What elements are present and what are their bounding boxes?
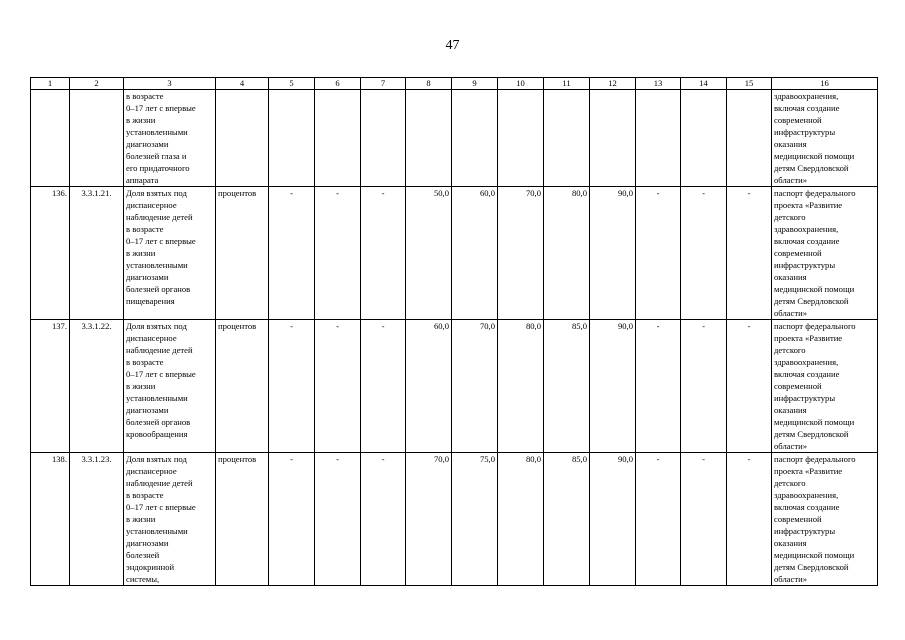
column-header: 10 [498, 78, 544, 90]
value-cell: 60,0 [406, 320, 452, 453]
value-cell [315, 90, 361, 187]
value-cell [361, 90, 406, 187]
column-header: 11 [544, 78, 590, 90]
table-row [31, 320, 878, 453]
row-number-cell: 137. [31, 320, 70, 453]
value-cell: - [315, 187, 361, 320]
value-cell: - [727, 187, 772, 320]
indicator-code-cell [70, 90, 124, 187]
column-header: 1 [31, 78, 70, 90]
value-cell: - [681, 320, 727, 453]
value-cell: 85,0 [544, 453, 590, 586]
column-header: 3 [124, 78, 216, 90]
value-cell [590, 90, 636, 187]
value-cell: 60,0 [452, 187, 498, 320]
column-header: 9 [452, 78, 498, 90]
column-header: 2 [70, 78, 124, 90]
value-cell: 70,0 [498, 187, 544, 320]
value-cell [636, 90, 681, 187]
table-row [31, 187, 878, 320]
value-cell [681, 90, 727, 187]
value-cell [727, 90, 772, 187]
indicator-name-cell: Доля взятых под диспансерное наблюдение детей в возрасте 0–17 лет с впервые в жизни установленными диагнозами болезней органов пищеварения [124, 187, 216, 320]
column-number-row [31, 78, 878, 90]
value-cell: - [727, 453, 772, 586]
column-header: 6 [315, 78, 361, 90]
column-header: 14 [681, 78, 727, 90]
value-cell: - [269, 320, 315, 453]
table-row [31, 90, 878, 187]
value-cell [406, 90, 452, 187]
value-cell: - [269, 187, 315, 320]
row-number-cell [31, 90, 70, 187]
value-cell [452, 90, 498, 187]
indicator-code-cell: 3.3.1.23. [70, 453, 124, 586]
row-number-cell: 136. [31, 187, 70, 320]
value-cell: - [636, 320, 681, 453]
indicator-name-cell: Доля взятых под диспансерное наблюдение детей в возрасте 0–17 лет с впервые в жизни установленными диагнозами болезней эндокринной системы, [124, 453, 216, 586]
unit-cell: процентов [216, 453, 269, 586]
column-header: 4 [216, 78, 269, 90]
value-cell: 50,0 [406, 187, 452, 320]
column-header: 13 [636, 78, 681, 90]
value-cell: - [681, 187, 727, 320]
value-cell: 90,0 [590, 453, 636, 586]
value-cell: - [315, 320, 361, 453]
row-number-cell: 138. [31, 453, 70, 586]
value-cell: 70,0 [406, 453, 452, 586]
value-cell: - [681, 453, 727, 586]
value-cell: - [636, 453, 681, 586]
value-cell: 70,0 [452, 320, 498, 453]
value-cell: 80,0 [498, 320, 544, 453]
source-cell: паспорт федерального проекта «Развитие детского здравоохранения, включая создание современной инфраструктуры оказания медицинской помощи детям Свердловской области» [772, 453, 878, 586]
value-cell: 85,0 [544, 320, 590, 453]
column-header: 16 [772, 78, 878, 90]
source-cell: здравоохранения, включая создание современной инфраструктуры оказания медицинской помощи детям Свердловской области» [772, 90, 878, 187]
value-cell: - [361, 320, 406, 453]
column-header: 5 [269, 78, 315, 90]
indicators-table [30, 77, 878, 586]
column-header: 7 [361, 78, 406, 90]
value-cell [498, 90, 544, 187]
page-number: 47 [445, 38, 460, 53]
unit-cell [216, 90, 269, 187]
value-cell: - [636, 187, 681, 320]
indicator-code-cell: 3.3.1.21. [70, 187, 124, 320]
unit-cell: процентов [216, 320, 269, 453]
value-cell: - [361, 453, 406, 586]
value-cell: - [361, 187, 406, 320]
column-header: 8 [406, 78, 452, 90]
value-cell: - [269, 453, 315, 586]
source-cell: паспорт федерального проекта «Развитие детского здравоохранения, включая создание современной инфраструктуры оказания медицинской помощи детям Свердловской области» [772, 320, 878, 453]
value-cell: 75,0 [452, 453, 498, 586]
column-header: 15 [727, 78, 772, 90]
value-cell [269, 90, 315, 187]
value-cell: - [315, 453, 361, 586]
value-cell: 80,0 [498, 453, 544, 586]
indicator-code-cell: 3.3.1.22. [70, 320, 124, 453]
indicator-name-cell: Доля взятых под диспансерное наблюдение детей в возрасте 0–17 лет с впервые в жизни установленными диагнозами болезней органов кровообращения [124, 320, 216, 453]
value-cell: 90,0 [590, 320, 636, 453]
value-cell: 90,0 [590, 187, 636, 320]
source-cell: паспорт федерального проекта «Развитие детского здравоохранения, включая создание современной инфраструктуры оказания медицинской помощи детям Свердловской области» [772, 187, 878, 320]
table-row [31, 453, 878, 586]
unit-cell: процентов [216, 187, 269, 320]
column-header: 12 [590, 78, 636, 90]
indicator-name-cell: в возрасте 0–17 лет с впервые в жизни установленными диагнозами болезней глаза и его придаточного аппарата [124, 90, 216, 187]
value-cell: 80,0 [544, 187, 590, 320]
value-cell: - [727, 320, 772, 453]
value-cell [544, 90, 590, 187]
